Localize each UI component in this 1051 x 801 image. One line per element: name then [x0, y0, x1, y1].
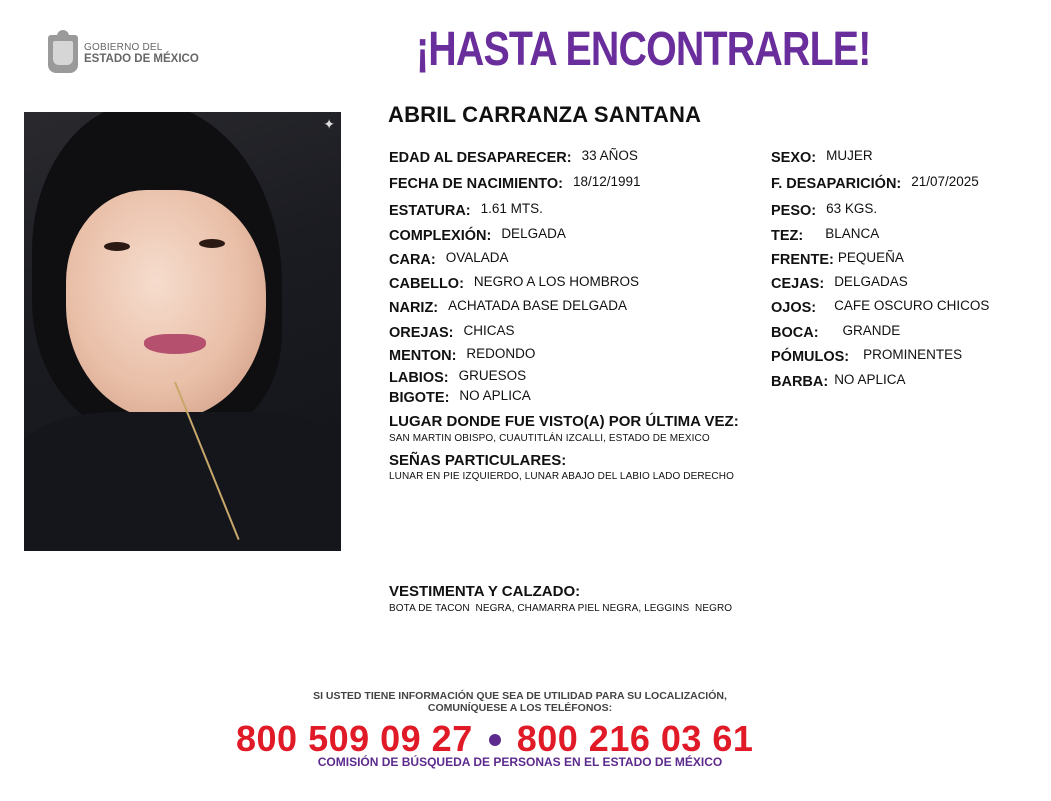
field-value: CAFE OSCURO CHICOS: [834, 298, 990, 313]
field-label: MENTON:: [389, 348, 457, 364]
person-name: ABRIL CARRANZA SANTANA: [388, 102, 702, 127]
phone-numbers: [236, 718, 753, 760]
field-value: OVALADA: [445, 250, 509, 265]
field-label: CARA:: [389, 252, 436, 268]
field-value: DELGADAS: [834, 274, 908, 289]
field-label: F. DESAPARICIÓN:: [771, 176, 902, 192]
marks-label: SEÑAS PARTICULARES:: [389, 452, 567, 469]
field-value: PROMINENTES: [863, 347, 963, 362]
field-sexo: [771, 150, 873, 166]
field-pomulos: [771, 349, 962, 365]
footer-note-line-2: COMUNÍQUESE A LOS TELÉFONOS:: [427, 702, 613, 714]
agency-name: COMISIÓN DE BÚSQUEDA DE PERSONAS EN EL ESTADO DE MÉXICO: [317, 755, 723, 769]
phone-1[interactable]: 800 509 09 27: [236, 718, 473, 759]
field-edad: [389, 150, 638, 166]
field-value: 21/07/2025: [911, 174, 979, 189]
field-cabello: [389, 276, 639, 292]
separator-dot-icon: [489, 734, 501, 746]
last-seen-label: LUGAR DONDE FUE VISTO(A) POR ÚLTIMA VEZ:: [389, 413, 739, 430]
marks-value: LUNAR EN PIE IZQUIERDO, LUNAR ABAJO DEL LABIO LADO DERECHO: [389, 471, 734, 482]
clothing-value: BOTA DE TACON NEGRA, CHAMARRA PIEL NEGRA, LEGGINS NEGRO: [389, 603, 733, 614]
field-menton: [389, 348, 535, 364]
field-label: OREJAS:: [389, 325, 454, 341]
field-label: FRENTE:: [771, 252, 834, 268]
phone-2[interactable]: 800 216 03 61: [516, 718, 754, 759]
field-label: FECHA DE NACIMIENTO:: [389, 176, 563, 192]
field-value: NO APLICA: [834, 372, 906, 387]
field-nariz: [389, 300, 627, 316]
field-value: GRANDE: [842, 323, 901, 338]
field-cara: [389, 252, 509, 268]
person-photo: [24, 112, 341, 551]
footer-note-line-1: SI USTED TIENE INFORMACIÓN QUE SEA DE UTILIDAD PARA SU LOCALIZACIÓN,: [313, 690, 727, 702]
field-orejas: [389, 325, 514, 341]
field-value: MUJER: [826, 148, 873, 163]
field-value: NEGRO A LOS HOMBROS: [473, 274, 639, 289]
field-fecha-nacimiento: [389, 176, 641, 192]
field-boca: [771, 325, 900, 341]
field-value: PEQUEÑA: [837, 250, 904, 265]
last-seen-value: SAN MARTIN OBISPO, CUAUTITLÁN IZCALLI, ESTADO DE MEXICO: [389, 433, 710, 444]
field-label: BOCA:: [771, 325, 819, 341]
field-estatura: [389, 203, 543, 219]
field-value: 63 KGS.: [826, 201, 878, 216]
sparkle-icon: ✦: [323, 116, 335, 132]
clothing-label: VESTIMENTA Y CALZADO:: [389, 583, 581, 600]
field-value: REDONDO: [466, 346, 536, 361]
field-value: BLANCA: [825, 226, 880, 241]
field-ojos: [771, 300, 989, 316]
field-label: LABIOS:: [389, 370, 449, 386]
field-label: BIGOTE:: [389, 390, 450, 406]
field-label: ESTATURA:: [389, 203, 471, 219]
field-value: 18/12/1991: [573, 174, 641, 189]
field-cejas: [771, 276, 908, 292]
field-label: CEJAS:: [771, 276, 825, 292]
field-bigote: [389, 390, 531, 406]
field-fecha-desaparicion: [771, 176, 979, 192]
field-barba: [771, 374, 905, 390]
field-label: OJOS:: [771, 300, 817, 316]
field-value: 1.61 MTS.: [480, 201, 543, 216]
field-label: SEXO:: [771, 150, 817, 166]
field-label: TEZ:: [771, 228, 804, 244]
field-label: BARBA:: [771, 374, 829, 390]
field-value: GRUESOS: [458, 368, 527, 383]
government-logo: [48, 35, 199, 73]
field-label: EDAD AL DESAPARECER:: [389, 150, 572, 166]
field-value: 33 AÑOS: [581, 148, 638, 163]
field-label: PÓMULOS:: [771, 349, 850, 365]
logo-line-2: ESTADO DE MÉXICO: [84, 53, 199, 66]
field-label: COMPLEXIÓN:: [389, 228, 492, 244]
field-value: NO APLICA: [459, 388, 531, 403]
field-label: PESO:: [771, 203, 817, 219]
field-value: DELGADA: [501, 226, 566, 241]
headline: ¡HASTA ENCONTRARLE!: [416, 23, 871, 76]
field-value: ACHATADA BASE DELGADA: [448, 298, 627, 313]
field-labios: [389, 370, 526, 386]
field-peso: [771, 203, 877, 219]
field-label: CABELLO:: [389, 276, 464, 292]
coat-of-arms-icon: [48, 35, 78, 73]
logo-line-1: GOBIERNO DEL: [84, 41, 163, 53]
field-complexion: [389, 228, 566, 244]
field-tez: [771, 228, 879, 244]
field-label: NARIZ:: [389, 300, 439, 316]
field-value: CHICAS: [463, 323, 515, 338]
field-frente: [771, 252, 904, 268]
